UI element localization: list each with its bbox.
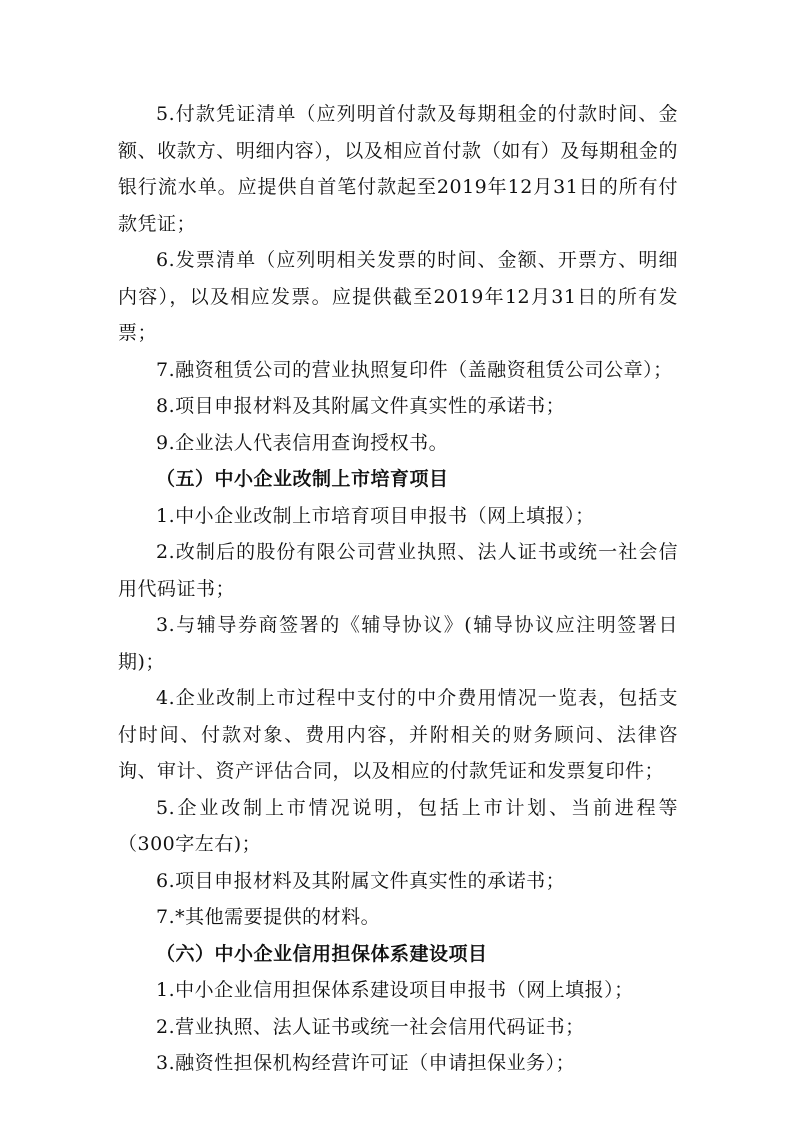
item-invoice-list: 6.发票清单（应列明相关发票的时间、金额、开票方、明细内容），以及相应发票。应提供截至2019年12月31日的所有发票； <box>118 249 678 344</box>
item-listing-description: 5.企业改制上市情况说明，包括上市计划、当前进程等（300字左右)； <box>118 796 678 855</box>
item-credit-inquiry-authorization: 9.企业法人代表信用查询授权书。 <box>156 431 449 454</box>
section-heading-6: （六）中小企业信用担保体系建设项目 <box>156 942 488 965</box>
document-body <box>118 96 678 1082</box>
item-tutoring-agreement: 3.与辅导券商签署的《辅导协议》(辅导协议应注明签署日期)； <box>118 614 678 673</box>
item-authenticity-pledge-2: 6.项目申报材料及其附属文件真实性的承诺书； <box>156 869 566 892</box>
item-guarantee-license: 2.营业执照、法人证书或统一社会信用代码证书； <box>156 1015 585 1038</box>
item-authenticity-pledge: 8.项目申报材料及其附属文件真实性的承诺书； <box>156 395 566 417</box>
item-financing-guarantee-permit: 3.融资性担保机构经营许可证（申请担保业务）； <box>156 1052 576 1074</box>
item-application-form: 1.中小企业改制上市培育项目申报书（网上填报）； <box>156 504 595 527</box>
item-payment-voucher-list: 5.付款凭证清单（应列明首付款及每期租金的付款时间、金额、收款方、明细内容），以及相应首付款（如有）及每期租金的银行流水单。应提供自首笔付款起至2019年12月31日的所有付款凭证； <box>118 103 678 235</box>
item-intermediary-fee-table: 4.企业改制上市过程中支付的中介费用情况一览表，包括支付时间、付款对象、费用内容，并附相关的财务顾问、法律咨询、审计、资产评估合同，以及相应的付款凭证和发票复印件； <box>118 687 678 782</box>
item-company-license: 2.改制后的股份有限公司营业执照、法人证书或统一社会信用代码证书； <box>118 541 678 600</box>
item-business-license-copy: 7.融资租赁公司的营业执照复印件（盖融资租赁公司公章）； <box>156 358 673 381</box>
item-guarantee-application-form: 1.中小企业信用担保体系建设项目申报书（网上填报）； <box>156 979 634 1001</box>
item-other-materials: 7.*其他需要提供的材料。 <box>156 906 381 928</box>
section-heading-5: （五）中小企业改制上市培育项目 <box>156 468 449 490</box>
